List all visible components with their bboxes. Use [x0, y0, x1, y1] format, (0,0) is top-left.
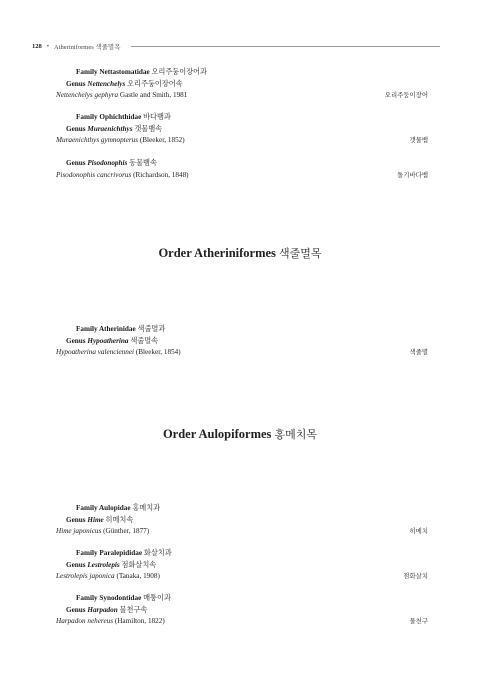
species-line: Hime japonicus (Günther, 1877) 히메치: [56, 527, 428, 535]
taxon-group: [56, 324, 428, 359]
genus-line: Genus Pisodonophis 동물뱀속: [66, 159, 157, 167]
species-line: Nettenchelys gephyra Gastle and Smith, 1981 오리주둥이장어: [56, 91, 428, 99]
running-title: Atheriniformes 색줄멸목: [54, 44, 121, 51]
header-bullet: •: [46, 43, 50, 50]
species-line: Harpadon nehereus (Hamilton, 1822) 물천구: [56, 617, 428, 625]
family-line: Family Aulopidae 홍메치과: [76, 504, 161, 512]
family-line: Family Atherinidae 색줄멸과: [76, 325, 166, 333]
taxon-group: [56, 548, 428, 583]
page-number: 128: [32, 43, 42, 50]
genus-line: Genus Lestrolepis 점화살치속: [66, 560, 157, 569]
order-heading: Order Atheriniformes 색줄멸목: [158, 246, 322, 260]
family-line: Family Paralepididae 화살치과: [76, 549, 172, 557]
genus-line: Genus Hime 히메치속: [66, 515, 134, 524]
taxon-group: [56, 158, 428, 181]
taxon-group: [56, 503, 428, 538]
taxon-group: [56, 593, 428, 628]
taxon-group: [56, 112, 428, 147]
genus-line: Genus Harpadon 물천구속: [66, 605, 148, 614]
species-line: Muraenichthys gymnopterus (Bleeker, 1852) 갯물뱀: [56, 136, 428, 144]
species-line: Hypoatherina valenciennei (Bleeker, 1854) 색줄멸: [56, 348, 428, 356]
family-line: Family Ophichthidae 바다뱀과: [76, 113, 171, 121]
running-header: [32, 42, 440, 51]
genus-line: Genus Nettenchelys 오리주둥이장어속: [66, 79, 183, 88]
family-line: Family Synodontidae 매퉁이과: [76, 594, 171, 602]
taxon-group: [56, 67, 428, 102]
genus-line: Genus Muraenichthys 갯물뱀속: [66, 124, 163, 133]
species-line: Pisodonophis cancrivorus (Richardson, 1848) 돌기바다뱀: [56, 170, 428, 179]
order-heading: Order Aulopiformes 홍메치목: [162, 427, 318, 441]
species-line: Lestrolepis japonica (Tanaka, 1908) 점화살치: [56, 572, 428, 580]
family-line: Family Nettastomatidae 오리주둥이장어과: [76, 68, 207, 76]
genus-line: Genus Hypoatherina 색줄멸속: [66, 336, 159, 345]
header-rule: [131, 46, 440, 47]
